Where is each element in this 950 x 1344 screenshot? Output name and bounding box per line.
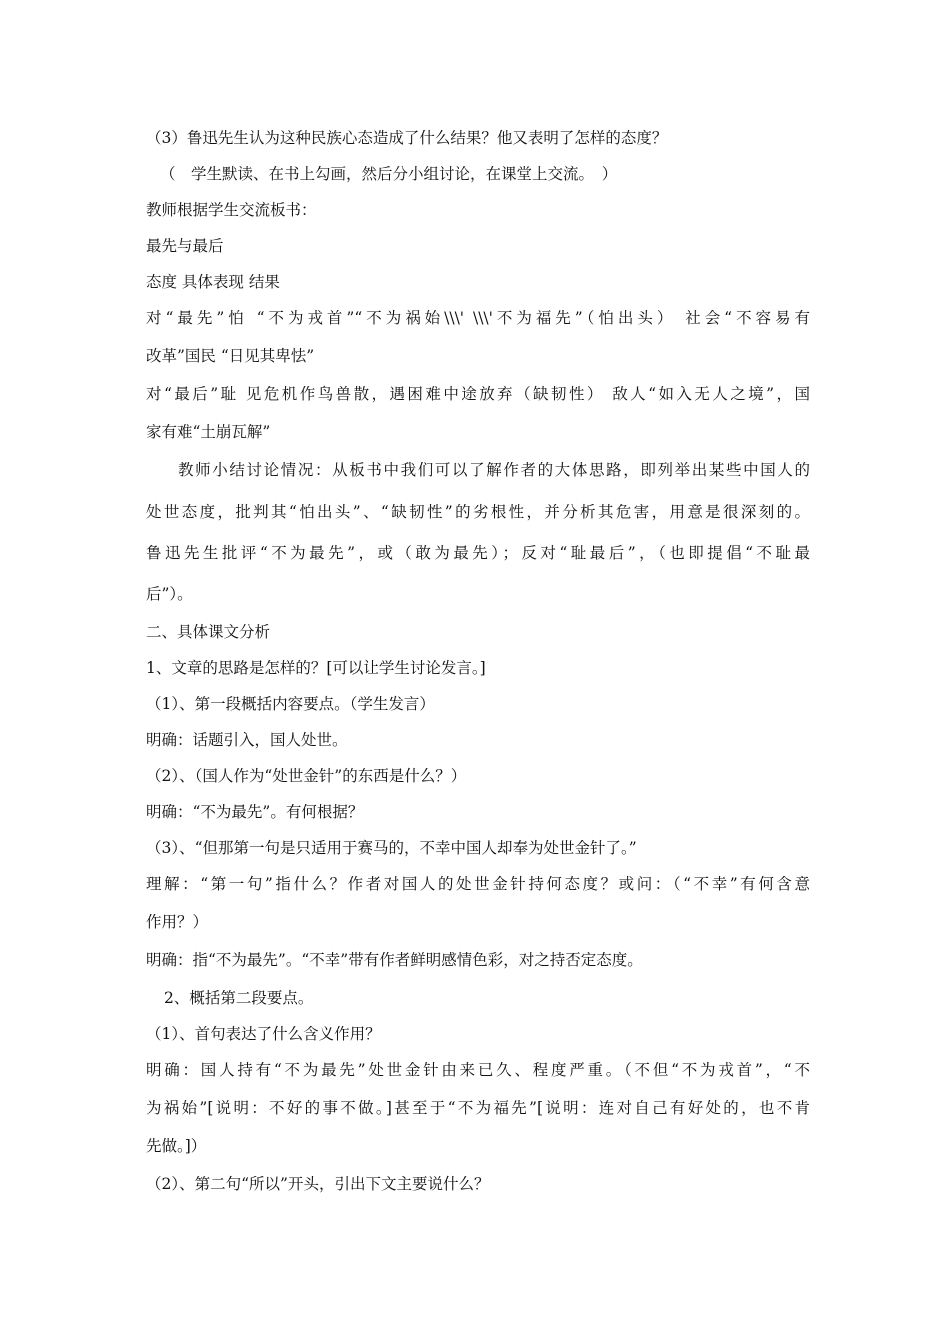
text-line: （1）、首句表达了什么含义作用？ <box>146 1025 381 1043</box>
text-line: 作用？） <box>146 913 209 931</box>
text-line: 对“最先”怕 “不为戎首”“不为祸始\\\' \\\'不为福先”（怕出头） 社会“不容易有 <box>146 309 810 327</box>
text-line: 明确：话题引入，国人处世。 <box>146 731 348 749</box>
text-line: （3）鲁迅先生认为这种民族心态造成了什么结果？他又表明了怎样的态度？ <box>146 129 668 147</box>
text-line: 最先与最后 <box>146 237 224 255</box>
text-line: 态度 具体表现 结果 <box>146 273 280 291</box>
text-line: 明确：指“不为最先”。“不幸”带有作者鲜明感情色彩，对之持否定态度。 <box>146 951 643 969</box>
text-line: 改革”国民 “日见其卑怯” <box>146 347 315 365</box>
text-line: 2、概括第二段要点。 <box>164 989 314 1007</box>
text-line: 1、文章的思路是怎样的？[可以让学生讨论发言。] <box>146 659 486 677</box>
text-line: 理解：“第一句”指什么？作者对国人的处世金针持何态度？或问：（“不幸”有何含意 <box>146 875 810 893</box>
text-line: 后”）。 <box>146 585 193 603</box>
text-line: 对“最后”耻 见危机作鸟兽散，遇困难中途放弃（缺韧性） 敌人“如入无人之境”，国 <box>146 385 810 403</box>
text-line: （3）、“但那第一句是只适用于赛马的，不幸中国人却奉为处世金针了。” <box>146 839 637 857</box>
text-line: 教师小结讨论情况：从板书中我们可以了解作者的大体思路，即列举出某些中国人的 <box>178 461 810 479</box>
text-line: 明确：国人持有“不为最先”处世金针由来已久、程度严重。（不但“不为戎首”，“不 <box>146 1061 810 1079</box>
text-line: 处世态度，批判其“怕出头”、“缺韧性”的劣根性，并分析其危害，用意是很深刻的。 <box>146 503 810 521</box>
text-line: 鲁迅先生批评“不为最先”，或（敢为最先）；反对“耻最后”，（也即提倡“不耻最 <box>146 544 810 562</box>
text-line: （ 学生默读、在书上勾画，然后分小组讨论，在课堂上交流。 ） <box>160 165 618 183</box>
text-line: （1）、第一段概括内容要点。（学生发言） <box>146 695 435 713</box>
text-line: （2）、（国人作为“处世金针”的东西是什么？） <box>146 767 467 785</box>
text-line: 先做。]） <box>146 1137 207 1155</box>
text-line: 教师根据学生交流板书： <box>146 201 317 219</box>
text-line: （2）、第二句“所以”开头，引出下文主要说什么？ <box>146 1175 490 1193</box>
text-line: 家有难“土崩瓦解” <box>146 423 271 441</box>
text-line: 为祸始”[说明：不好的事不做。]甚至于“不为福先”[说明：连对自己有好处的，也不肯 <box>146 1099 810 1117</box>
section-heading: 二、具体课文分析 <box>146 623 271 641</box>
text-line: 明确：“不为最先”。有何根据？ <box>146 803 364 821</box>
